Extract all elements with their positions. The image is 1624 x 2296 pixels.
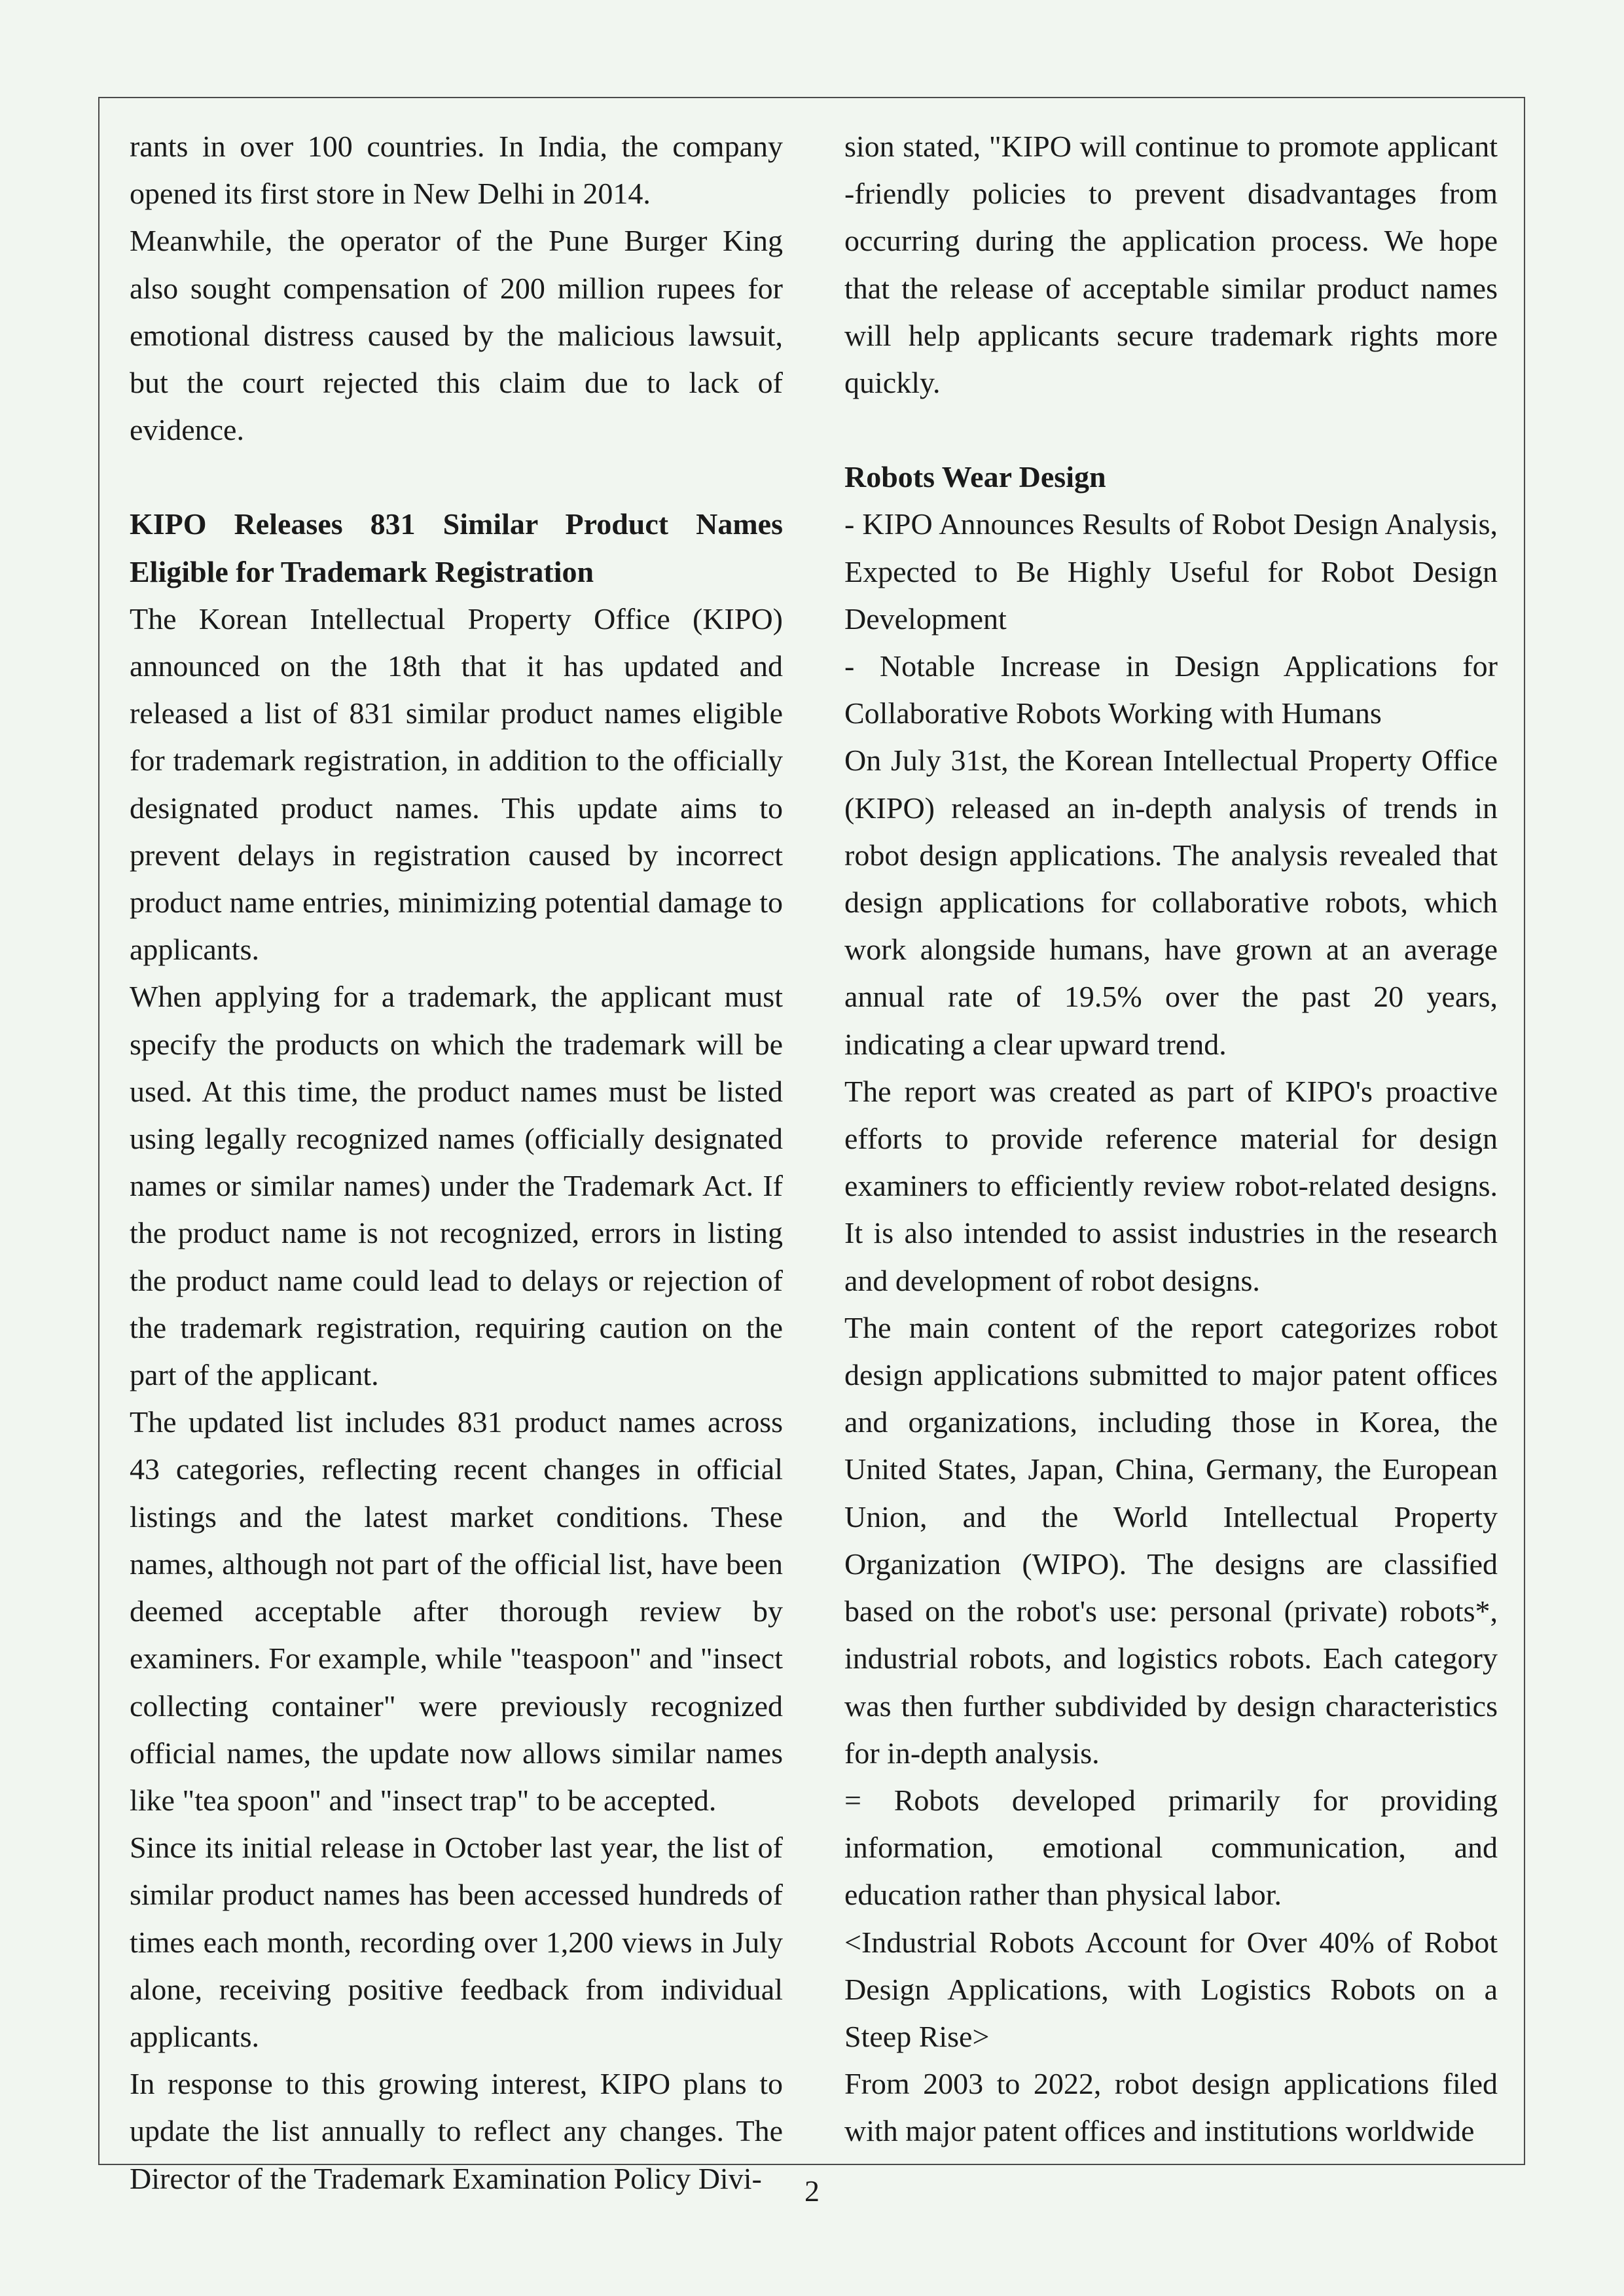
- paragraph: When applying for a trademark, the applicant must specify the products on which the trademark will be used. At this time, the product names must be listed using legally recognized names (officially designated names or similar names) under the Trademark Act. If the product name is not recognized, errors in listing the product name could lead to delays or rejection of the trademark registration, requiring caution on the part of the applicant.: [130, 980, 783, 1392]
- paragraph: sion stated, "KIPO will continue to promote applicant -friendly policies to prevent disadvantages from occurring during the application process. We hope that the release of acceptable similar product names will help applicants secure trademark rights more quickly.: [844, 130, 1498, 400]
- paragraph: The main content of the report categorizes robot design applications submitted to major patent offices and organizations, including those in Korea, the United States, Japan, China, Germany, the European Union, and the World Intellectual Property Organization (WIPO). The designs are classified based on the robot's use: personal (private) robots*, industrial robots, and logistics robots. Each category was then further subdivided by design characteristics for in-depth analysis.: [844, 1310, 1498, 1770]
- paragraph: The updated list includes 831 product names across 43 categories, reflecting recent changes in official listings and the latest market conditions. These names, although not part of the official list, have been deemed acceptable after thorough review by examiners. For example, while "teaspoon" and "insect collecting container" were previously recognized official names, the update now allows similar names like "tea spoon" and "insect trap" to be accepted.: [130, 1405, 783, 1817]
- paragraph: Meanwhile, the operator of the Pune Burger King also sought compensation of 200 million rupees for emotional distress caused by the malicious lawsuit, but the court rejected this claim due to lack of evidence.: [130, 224, 783, 447]
- section-subheading: <Industrial Robots Account for Over 40% of Robot Design Applications, with Logistics Robots on a Steep Rise>: [844, 1925, 1498, 2053]
- right-column: [844, 123, 1498, 2155]
- paragraph: Since its initial release in October last year, the list of similar product names has been accessed hundreds of times each month, recording over 1,200 views in July alone, receiving positive feedback from individual applicants.: [130, 1831, 783, 2053]
- subtitle-line: - KIPO Announces Results of Robot Design Analysis, Expected to Be Highly Useful for Robot Design Development: [844, 507, 1498, 636]
- paragraph: The Korean Intellectual Property Office (KIPO) announced on the 18th that it has updated and released a list of 831 similar product names eligible for trademark registration, in addition to the officially designated product names. This update aims to prevent delays in registration caused by incorrect product name entries, minimizing potential damage to applicants.: [130, 601, 783, 967]
- paragraph: rants in over 100 countries. In India, the company opened its first store in New Delhi in 2014.: [130, 130, 783, 211]
- article-heading: Robots Wear Design: [844, 460, 1106, 494]
- article-heading: KIPO Releases 831 Similar Product Names Eligible for Trademark Registration: [130, 507, 783, 588]
- subtitle-line: - Notable Increase in Design Applications for Collaborative Robots Working with Humans: [844, 649, 1498, 730]
- page-number: 2: [804, 2174, 820, 2208]
- paragraph: The report was created as part of KIPO's proactive efforts to provide reference material for design examiners to efficiently review robot-related designs. It is also intended to assist industries in the research and development of robot designs.: [844, 1074, 1498, 1297]
- paragraph: On July 31st, the Korean Intellectual Property Office (KIPO) released an in-depth analysis of trends in robot design applications. The analysis revealed that design applications for collaborative robots, which work alongside humans, have grown at an average annual rate of 19.5% over the past 20 years, indicating a clear upward trend.: [844, 744, 1498, 1061]
- footnote: = Robots developed primarily for providing information, emotional communication, and education rather than physical labor.: [844, 1783, 1498, 1912]
- paragraph: From 2003 to 2022, robot design applications filed with major patent offices and institutions worldwide: [844, 2067, 1498, 2148]
- paragraph: In response to this growing interest, KIPO plans to update the list annually to reflect any changes. The Director of the Trademark Examination Policy Divi-: [130, 2067, 783, 2195]
- left-column: [130, 123, 783, 2202]
